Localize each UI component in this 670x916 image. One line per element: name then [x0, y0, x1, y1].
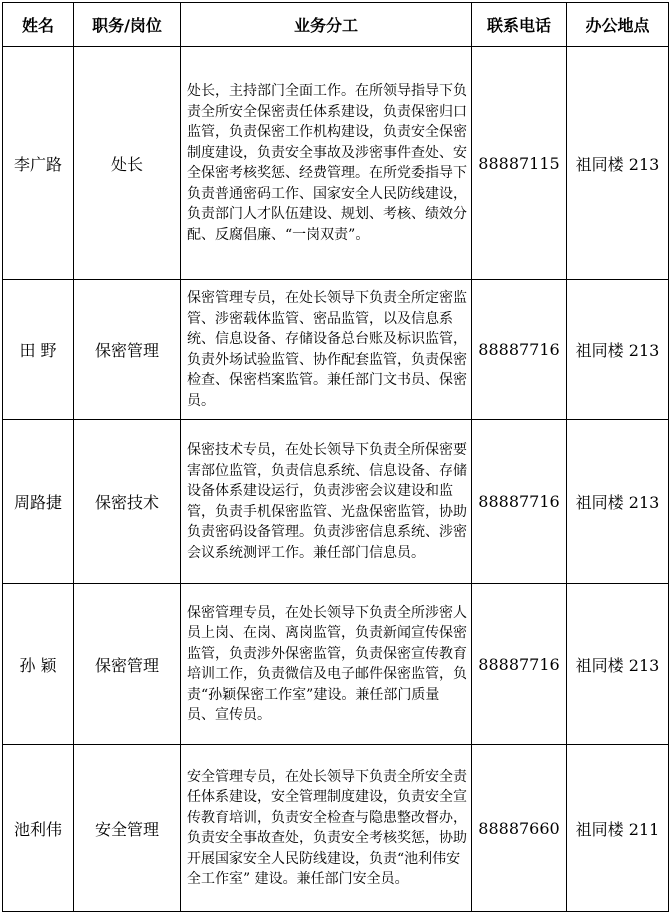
- header-phone: 联系电话: [472, 3, 567, 47]
- cell-name: 李广路: [3, 47, 74, 280]
- table-row: [3, 47, 669, 280]
- cell-office: 祖同楼 213: [567, 420, 669, 584]
- cell-duty: 安全管理专员，在处长领导下负责全所安全责任体系建设，安全管理制度建设，负责安全宣传教育培训，负责安全检查与隐患整改督办，负责安全事故查处，负责安全考核奖惩，协助开展国家安全人民防线建设，负责“池利伟安全工作室” 建设。兼任部门安全员。: [181, 745, 472, 912]
- cell-role: 保密技术: [74, 420, 181, 584]
- cell-name: 田 野: [3, 280, 74, 420]
- cell-name: 周路捷: [3, 420, 74, 584]
- cell-name: 池利伟: [3, 745, 74, 912]
- header-name: 姓名: [3, 3, 74, 47]
- cell-duty: 保密管理专员，在处长领导下负责全所涉密人员上岗、在岗、离岗监管，负责新闻宣传保密监管，负责涉外保密监管，负责保密宣传教育培训工作，负责微信及电子邮件保密监管，负责“孙颖保密工作室”建设。兼任部门质量员、宣传员。: [181, 584, 472, 745]
- cell-role: 保密管理: [74, 280, 181, 420]
- cell-role: 处长: [74, 47, 181, 280]
- cell-office: 祖同楼 211: [567, 745, 669, 912]
- cell-duty: 处长，主持部门全面工作。在所领导指导下负责全所安全保密责任体系建设，负责保密归口监管，负责保密工作机构建设，负责安全保密制度建设，负责安全事故及涉密事件查处、安全保密考核奖惩、经费管理。在所党委指导下负责普通密码工作、国家安全人民防线建设，负责部门人才队伍建设、规划、考核、绩效分配、反腐倡廉、“一岗双责”。: [181, 47, 472, 280]
- table-row: [3, 280, 669, 420]
- cell-phone: 88887660: [472, 745, 567, 912]
- header-duty: 业务分工: [181, 3, 472, 47]
- cell-office: 祖同楼 213: [567, 584, 669, 745]
- cell-phone: 88887115: [472, 47, 567, 280]
- table-row: [3, 745, 669, 912]
- table-row: [3, 584, 669, 745]
- header-office: 办公地点: [567, 3, 669, 47]
- staff-duty-table: [2, 2, 669, 912]
- cell-phone: 88887716: [472, 584, 567, 745]
- cell-role: 保密管理: [74, 584, 181, 745]
- cell-phone: 88887716: [472, 280, 567, 420]
- cell-office: 祖同楼 213: [567, 280, 669, 420]
- table-header-row: [3, 3, 669, 47]
- cell-duty: 保密技术专员，在处长领导下负责全所保密要害部位监管，负责信息系统、信息设备、存储设备体系建设运行，负责涉密会议建设和监管，负责手机保密监管、光盘保密监管，协助负责密码设备管理。负责涉密信息系统、涉密会议系统测评工作。兼任部门信息员。: [181, 420, 472, 584]
- cell-name: 孙 颖: [3, 584, 74, 745]
- cell-role: 安全管理: [74, 745, 181, 912]
- header-role: 职务/岗位: [74, 3, 181, 47]
- cell-phone: 88887716: [472, 420, 567, 584]
- table-row: [3, 420, 669, 584]
- cell-duty: 保密管理专员，在处长领导下负责全所定密监管、涉密载体监管、密品监管，以及信息系统、信息设备、存储设备总台账及标识监管，负责外场试验监管、协作配套监管，负责保密检查、保密档案监管。兼任部门文书员、保密员。: [181, 280, 472, 420]
- cell-office: 祖同楼 213: [567, 47, 669, 280]
